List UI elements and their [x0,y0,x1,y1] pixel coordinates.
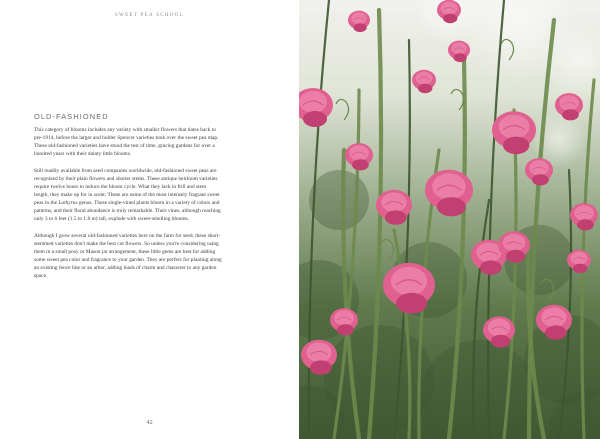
flower-wing-petal [385,210,407,224]
flower-wing-petal [503,137,529,155]
flower-petal-highlight [432,173,466,199]
paragraph-2: Still readily available from seed companies worldwide, old-fashioned sweet peas are recognized by their plain flowers and shorter stems. These antique heirloom varieties require twelve hours to induce the bloom cycle. What they lack in frill and stem length, they make up for in scent: These are some of the most intensely fragrant sweet peas in the Lathyrus genus. These single-vined plants bloom in a variety of colors and patterns, and their floral abundance is truly remarkable. Their vines, although reaching only 3 to 6 feet (1.5 to 1.8 m) tall, explode with sweet-smelling blooms. [34,167,221,223]
flower-wing-petal [310,360,332,374]
tendril [451,89,464,110]
flower-petal-highlight [306,342,331,362]
flower-petal-highlight [574,205,594,220]
page-number: 42 [146,419,153,426]
flower-wing-petal [577,219,594,230]
sweet-pea-photo [299,0,600,439]
flower-petal-highlight [559,95,579,110]
flower-petal-highlight [571,252,588,265]
flower-wing-petal [337,324,354,335]
sweet-pea-flower [570,203,598,230]
flower-wing-petal [396,293,427,314]
photo-illustration [299,0,600,439]
flower-wing-petal [545,325,567,339]
flower-wing-petal [506,250,525,263]
sweet-pea-flower [492,111,536,154]
sweet-pea-flower [299,88,333,127]
foliage-blur [309,170,369,230]
flower-wing-petal [437,197,466,216]
flower-wing-petal [418,84,432,94]
flower-petal-highlight [391,267,427,296]
flower-wing-petal [532,174,549,185]
paragraph-3: Although I grow several old-fashioned varieties here on the farm for seed, these short-stemmed varieties don't make the best cut flowers. So unless you're considering using them in a small posy or Mason jar arrangement, these little gems are best for adding some sweet pea color and fragrance to your garden. They are perfect for planting along an existing fence line or an arbor, adding loads of charm and character to any garden space. [34,232,222,280]
flower-petal-highlight [299,91,327,113]
flower-petal-highlight [541,307,566,327]
flower-petal-highlight [529,160,549,175]
tendril [381,239,394,260]
flower-wing-petal [303,111,327,127]
flower-wing-petal [573,264,587,274]
flower-wing-petal [454,53,467,62]
flower-wing-petal [562,109,579,120]
sweet-pea-flower [448,41,470,62]
flower-petal-highlight [499,115,530,139]
flower-petal-highlight [441,2,458,15]
section-heading: OLD-FASHIONED [34,112,109,121]
tendril [336,99,349,120]
flower-petal-highlight [416,72,433,85]
running-head: SWEET PEA SCHOOL [114,13,185,18]
paragraph-1: This category of blooms includes any variety with smaller flowers that dates back to pre-1914, before the larger and bolder Spencer varieties took over the sweet pea map. These old-fashioned varieties have stood the test of time, gracing gardens for over a hundred years with their dainty little blooms. [34,127,219,158]
flower-petal-highlight [351,12,366,24]
flower-wing-petal [480,260,502,274]
flower-petal-highlight [503,234,525,252]
left-page [0,0,299,439]
flower-petal-highlight [334,310,354,325]
foliage-blur [419,340,539,439]
sweet-pea-flower [348,11,370,32]
flower-petal-highlight [488,319,510,337]
sweet-pea-flower [345,143,373,170]
flower-petal-highlight [349,145,369,160]
text-block [34,112,222,289]
sweet-pea-flower [525,158,553,185]
sweet-pea-flower [412,70,436,93]
flower-wing-petal [443,14,457,24]
genus-name: Lathyrus [58,200,78,207]
flower-wing-petal [352,159,369,170]
flower-petal-highlight [381,192,406,212]
flower-petal-highlight [476,242,501,262]
flower-wing-petal [491,335,510,348]
flower-petal-highlight [451,42,466,54]
flower-wing-petal [354,23,367,32]
